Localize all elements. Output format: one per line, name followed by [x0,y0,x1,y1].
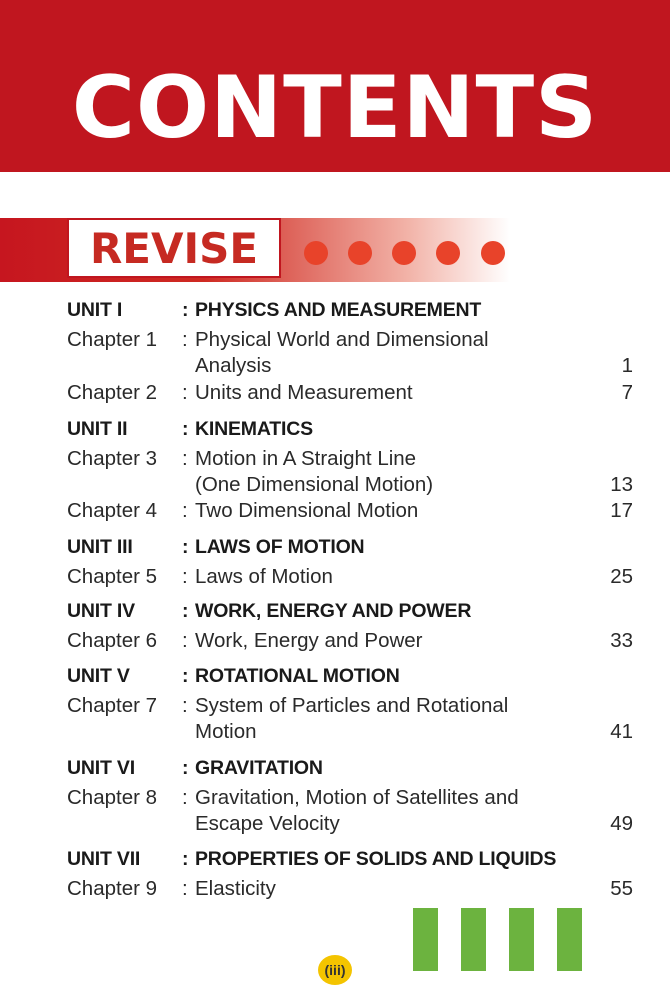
separator-colon: : [182,757,189,779]
chapter-label: Chapter 8 [67,786,158,809]
unit-title: KINEMATICS [195,418,313,440]
decorative-dot-icon [481,241,505,265]
toc-chapter-row [67,353,637,379]
toc-unit-row [67,663,637,689]
toc-chapter-row [67,498,637,524]
toc-chapter-row [67,876,637,902]
toc-chapter-row [67,628,637,654]
decorative-bar [557,908,582,971]
chapter-page-number: 49 [610,812,633,835]
chapter-title: Analysis [195,354,272,377]
toc-chapter-row [67,719,637,745]
toc-chapter-row [67,327,637,353]
unit-title: GRAVITATION [195,757,323,779]
chapter-label: Chapter 3 [67,447,158,470]
unit-label: UNIT IV [67,600,135,622]
chapter-title: Physical World and Dimensional [195,328,489,351]
revise-label-box [67,218,281,278]
decorative-dot-icon [304,241,328,265]
unit-label: UNIT III [67,536,133,558]
separator-colon: : [182,299,189,321]
chapter-label: Chapter 1 [67,328,158,351]
toc-chapter-row [67,446,637,472]
chapter-label: Chapter 7 [67,694,158,717]
separator-colon: : [182,536,189,558]
unit-title: ROTATIONAL MOTION [195,665,400,687]
decorative-dot-icon [436,241,460,265]
separator-colon: : [182,786,188,809]
toc-unit-row [67,297,637,323]
decorative-bar [509,908,534,971]
unit-title: LAWS OF MOTION [195,536,365,558]
chapter-page-number: 17 [610,499,633,522]
chapter-page-number: 7 [621,381,633,404]
decorative-bar [413,908,438,971]
decorative-bar [461,908,486,971]
chapter-title: Work, Energy and Power [195,629,423,652]
toc-unit-row [67,534,637,560]
unit-label: UNIT V [67,665,130,687]
separator-colon: : [182,499,188,522]
separator-colon: : [182,418,189,440]
toc-chapter-row [67,811,637,837]
decorative-dot-icon [348,241,372,265]
toc-unit-row [67,598,637,624]
chapter-page-number: 33 [610,629,633,652]
unit-title: PROPERTIES OF SOLIDS AND LIQUIDS [195,848,557,870]
chapter-label: Chapter 2 [67,381,158,404]
page-number-badge: (iii) [318,955,352,985]
chapter-page-number: 13 [610,473,633,496]
toc-chapter-row [67,380,637,406]
separator-colon: : [182,447,188,470]
separator-colon: : [182,665,189,687]
toc-chapter-row [67,472,637,498]
page-title: CONTENTS [71,58,599,158]
section-label: REVISE [89,224,259,273]
separator-colon: : [182,328,188,351]
chapter-title: Elasticity [195,877,276,900]
chapter-label: Chapter 9 [67,877,158,900]
toc-chapter-row [67,693,637,719]
unit-title: WORK, ENERGY AND POWER [195,600,472,622]
separator-colon: : [182,694,188,717]
chapter-title: (One Dimensional Motion) [195,473,434,496]
chapter-title: Motion in A Straight Line [195,447,417,470]
unit-label: UNIT VII [67,848,141,870]
chapter-title: System of Particles and Rotational [195,694,509,717]
unit-label: UNIT II [67,418,128,440]
chapter-label: Chapter 4 [67,499,158,522]
chapter-title: Gravitation, Motion of Satellites and [195,786,519,809]
chapter-title: Escape Velocity [195,812,340,835]
chapter-page-number: 41 [610,720,633,743]
chapter-page-number: 25 [610,565,633,588]
toc-unit-row [67,755,637,781]
unit-label: UNIT VI [67,757,135,779]
chapter-label: Chapter 5 [67,565,158,588]
separator-colon: : [182,848,189,870]
unit-title: PHYSICS AND MEASUREMENT [195,299,482,321]
toc-unit-row [67,846,637,872]
separator-colon: : [182,565,188,588]
chapter-title: Two Dimensional Motion [195,499,419,522]
separator-colon: : [182,877,188,900]
separator-colon: : [182,381,188,404]
unit-label: UNIT I [67,299,123,321]
separator-colon: : [182,600,189,622]
chapter-title: Laws of Motion [195,565,333,588]
chapter-page-number: 55 [610,877,633,900]
toc-chapter-row [67,785,637,811]
decorative-dot-icon [392,241,416,265]
header-banner [0,0,670,172]
chapter-title: Motion [195,720,257,743]
chapter-label: Chapter 6 [67,629,158,652]
chapter-title: Units and Measurement [195,381,413,404]
toc-unit-row [67,416,637,442]
toc-chapter-row [67,564,637,590]
chapter-page-number: 1 [621,354,633,377]
separator-colon: : [182,629,188,652]
